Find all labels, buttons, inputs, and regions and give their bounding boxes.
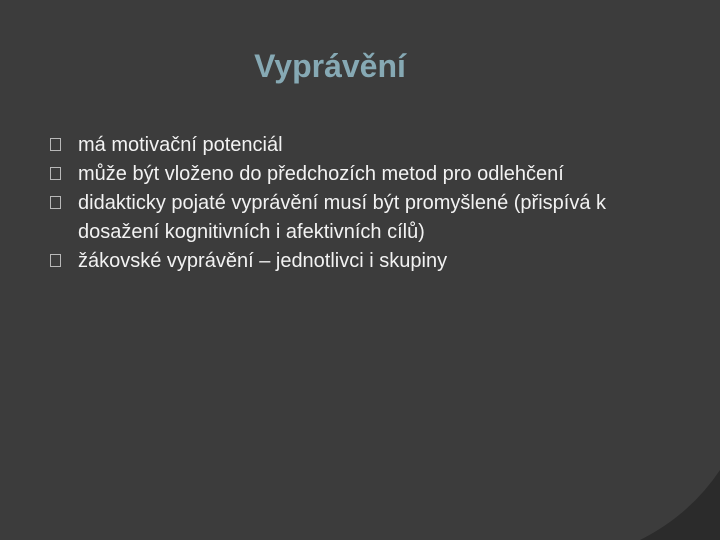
square-bullet-icon [50, 196, 61, 209]
bullet-text: může být vloženo do předchozích metod pro odlehčení [78, 163, 564, 185]
bullet-text: žákovské vyprávění – jednotlivci i skupiny [78, 250, 448, 272]
square-bullet-icon [50, 167, 61, 180]
bullet-list [50, 131, 670, 276]
bullet-item [50, 247, 670, 276]
bullet-item [50, 131, 670, 160]
square-bullet-icon [50, 254, 61, 267]
bullet-item [50, 160, 670, 189]
bullet-text: didakticky pojaté vyprávění musí být promyšlené (přispívá k dosažení kognitivních i afektivních cílů) [78, 192, 606, 243]
slide-title: Vyprávění [254, 48, 406, 84]
bullet-item [50, 189, 670, 247]
square-bullet-icon [50, 138, 61, 151]
bullet-text: má motivační potenciál [78, 134, 283, 156]
